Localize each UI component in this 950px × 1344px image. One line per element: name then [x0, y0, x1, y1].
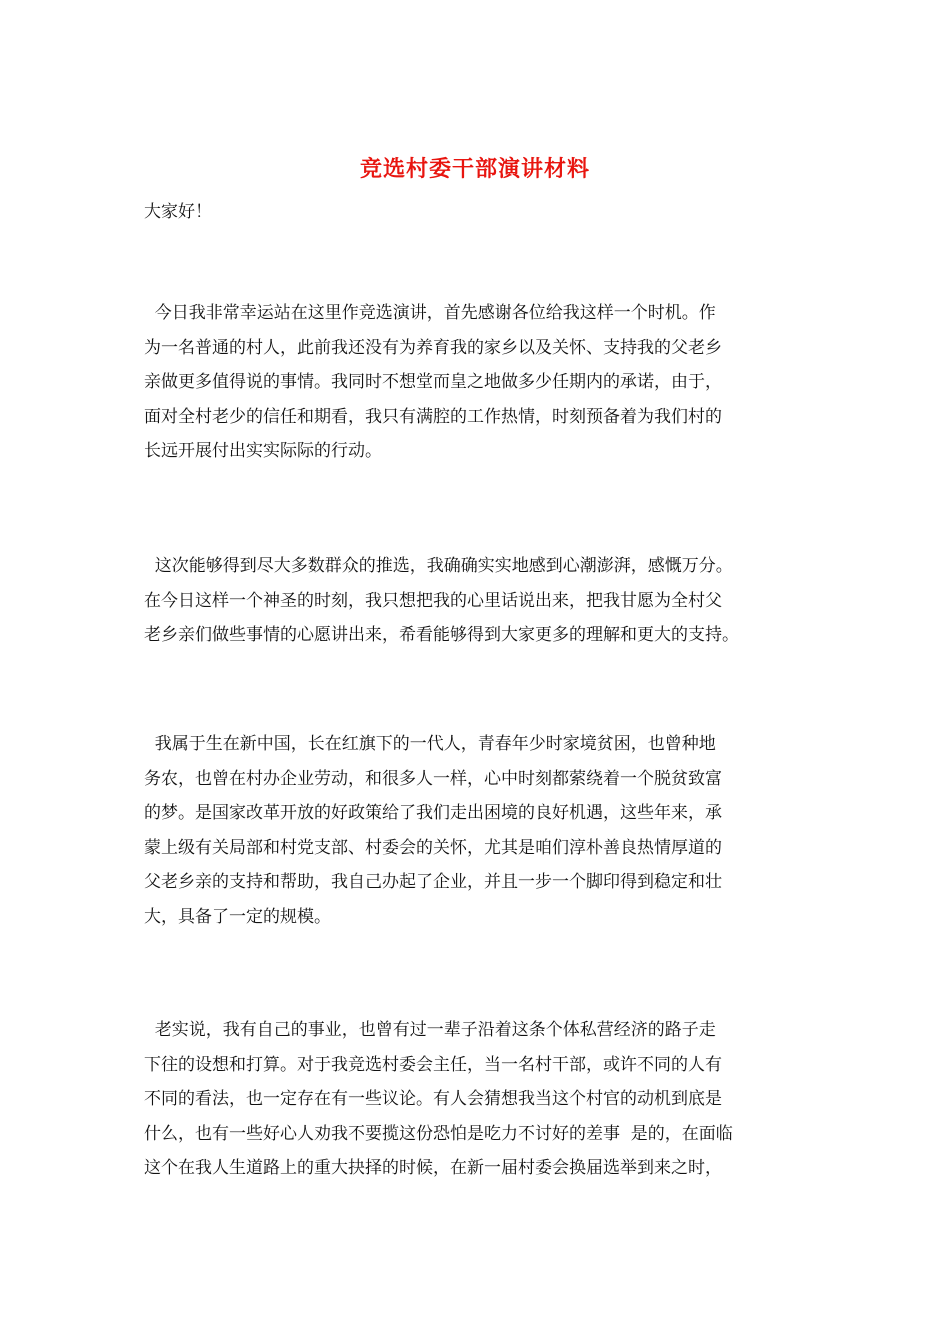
paragraph-line: 父老乡亲的支持和帮助，我自己办起了企业，并且一步一个脚印得到稳定和壮 [144, 872, 722, 892]
paragraph-4 [144, 1013, 824, 1186]
paragraph-line: 老乡亲们做些事情的心愿讲出来，希看能够得到大家更多的理解和更大的支持。 [144, 625, 739, 645]
paragraph-line: 老实说，我有自己的事业，也曾有过一辈子沿着这条个体私营经济的路子走 [144, 1020, 716, 1040]
paragraph-line: 蒙上级有关局部和村党支部、村委会的关怀，尤其是咱们淳朴善良热情厚道的 [144, 837, 722, 858]
paragraph-line: 面对全村老少的信任和期看，我只有满腔的工作热情，时刻预备着为我们村的 [144, 406, 722, 427]
greeting: 大家好！ [144, 202, 212, 222]
paragraph-line: 亲做更多值得说的事情。我同时不想堂而皇之地做多少任期内的承诺，由于， [144, 372, 722, 392]
paragraph-line: 不同的看法，也一定存在有一些议论。有人会猜想我当这个村官的动机到底是 [144, 1089, 722, 1109]
paragraph-line: 什么，也有一些好心人劝我不要揽这份恐怕是吃力不讨好的差事 是的，在面临 [144, 1123, 733, 1144]
paragraph-line: 下往的设想和打算。对于我竞选村委会主任，当一名村干部，或许不同的人有 [144, 1054, 722, 1075]
paragraph-line: 在今日这样一个神圣的时刻，我只想把我的心里话说出来，把我甘愿为全村父 [144, 590, 722, 611]
paragraph-line: 的梦。是国家改革开放的好政策给了我们走出困境的良好机遇，这些年来，承 [144, 803, 722, 823]
paragraph-line: 这次能够得到尽大多数群众的推选，我确确实实地感到心潮澎湃，感慨万分。 [144, 556, 733, 576]
paragraph-line: 我属于生在新中国，长在红旗下的一代人，青春年少时家境贫困，也曾种地 [144, 734, 716, 754]
document-title: 竞选村委干部演讲材料 [359, 156, 590, 182]
paragraph-3 [144, 727, 824, 934]
paragraph-line: 务农，也曾在村办企业劳动，和很多人一样，心中时刻都萦绕着一个脱贫致富 [144, 768, 722, 789]
paragraph-line: 长远开展付出实实际际的行动。 [144, 441, 382, 461]
paragraph-line: 今日我非常幸运站在这里作竞选演讲，首先感谢各位给我这样一个时机。作 [144, 303, 716, 323]
paragraph-line: 为一名普通的村人，此前我还没有为养育我的家乡以及关怀、支持我的父老乡 [144, 337, 722, 358]
paragraph-2 [144, 549, 824, 653]
paragraph-line: 大，具备了一定的规模。 [144, 906, 331, 927]
paragraph-1 [144, 296, 824, 469]
paragraph-line: 这个在我人生道路上的重大抉择的时候，在新一届村委会换届选举到来之时， [144, 1158, 722, 1178]
